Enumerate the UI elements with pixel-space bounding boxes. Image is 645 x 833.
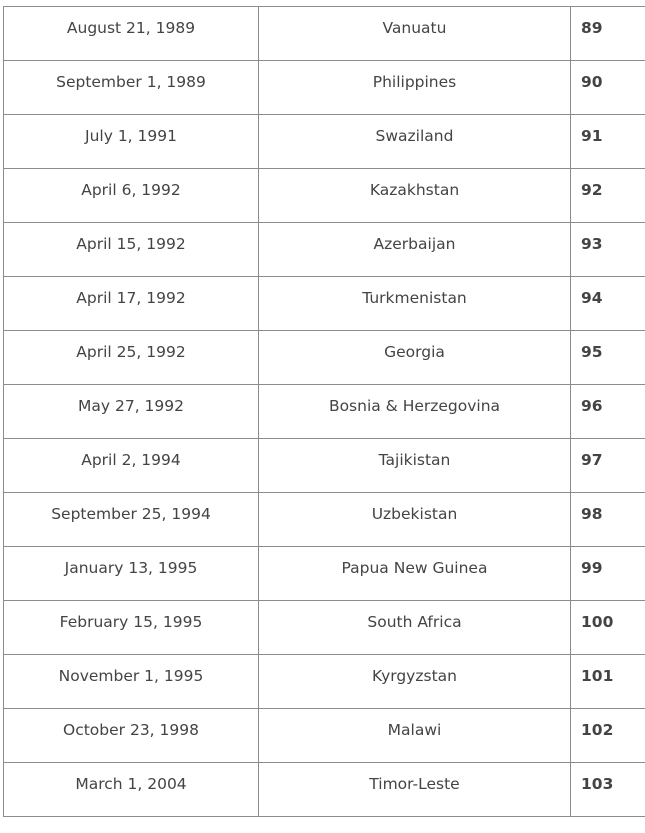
country-text: Tajikistan	[378, 451, 451, 469]
number-cell	[571, 61, 645, 115]
date-text: September 25, 1994	[51, 505, 211, 523]
number-text: 95	[581, 343, 603, 361]
number-cell	[571, 169, 645, 223]
country-cell	[259, 763, 571, 817]
country-text: Papua New Guinea	[341, 559, 488, 577]
country-text: South Africa	[367, 613, 462, 631]
table-row	[4, 763, 645, 817]
number-text: 97	[581, 451, 603, 469]
number-cell	[571, 547, 645, 601]
country-text: Kazakhstan	[369, 181, 460, 199]
country-cell	[259, 385, 571, 439]
country-text: Malawi	[387, 721, 442, 739]
date-cell	[4, 547, 259, 601]
country-cell	[259, 115, 571, 169]
date-text: April 15, 1992	[76, 235, 186, 253]
date-cell	[4, 7, 259, 61]
table-row	[4, 277, 645, 331]
table-row	[4, 601, 645, 655]
number-cell	[571, 115, 645, 169]
date-text: February 15, 1995	[59, 613, 203, 631]
number-cell	[571, 601, 645, 655]
date-text: August 21, 1989	[66, 19, 196, 37]
country-cell	[259, 655, 571, 709]
date-cell	[4, 709, 259, 763]
date-cell	[4, 763, 259, 817]
date-text: March 1, 2004	[75, 775, 187, 793]
table-row	[4, 655, 645, 709]
number-text: 100	[581, 613, 614, 631]
country-cell	[259, 7, 571, 61]
number-text: 98	[581, 505, 603, 523]
number-cell	[571, 385, 645, 439]
country-cell	[259, 547, 571, 601]
date-text: April 2, 1994	[81, 451, 181, 469]
country-text: Swaziland	[375, 127, 454, 145]
number-text: 90	[581, 73, 603, 91]
number-text: 96	[581, 397, 603, 415]
date-cell	[4, 385, 259, 439]
data-table	[3, 6, 645, 817]
number-text: 102	[581, 721, 614, 739]
number-text: 91	[581, 127, 603, 145]
number-text: 94	[581, 289, 603, 307]
country-cell	[259, 277, 571, 331]
number-cell	[571, 439, 645, 493]
country-text: Timor-Leste	[369, 775, 460, 793]
date-text: September 1, 1989	[56, 73, 206, 91]
number-cell	[571, 277, 645, 331]
date-text: April 6, 1992	[81, 181, 181, 199]
country-text: Turkmenistan	[362, 289, 467, 307]
number-cell	[571, 223, 645, 277]
date-text: April 17, 1992	[76, 289, 186, 307]
date-cell	[4, 601, 259, 655]
country-text: Georgia	[384, 343, 445, 361]
date-text: October 23, 1998	[63, 721, 199, 739]
date-text: April 25, 1992	[76, 343, 186, 361]
table-row	[4, 331, 645, 385]
table-row	[4, 61, 645, 115]
number-cell	[571, 331, 645, 385]
table-row	[4, 385, 645, 439]
date-cell	[4, 61, 259, 115]
date-text: May 27, 1992	[78, 397, 184, 415]
country-text: Vanuatu	[382, 19, 447, 37]
number-cell	[571, 709, 645, 763]
table-row	[4, 493, 645, 547]
country-cell	[259, 709, 571, 763]
table-body	[4, 7, 645, 817]
country-cell	[259, 169, 571, 223]
date-cell	[4, 439, 259, 493]
number-text: 103	[581, 775, 614, 793]
country-cell	[259, 493, 571, 547]
table-row	[4, 439, 645, 493]
date-text: July 1, 1991	[85, 127, 177, 145]
country-cell	[259, 439, 571, 493]
table-row	[4, 547, 645, 601]
table-row	[4, 709, 645, 763]
table-row	[4, 115, 645, 169]
date-cell	[4, 277, 259, 331]
date-cell	[4, 115, 259, 169]
number-text: 99	[581, 559, 603, 577]
table-row	[4, 169, 645, 223]
date-cell	[4, 493, 259, 547]
date-text: January 13, 1995	[64, 559, 198, 577]
number-cell	[571, 493, 645, 547]
country-cell	[259, 223, 571, 277]
country-cell	[259, 601, 571, 655]
date-cell	[4, 655, 259, 709]
country-cell	[259, 61, 571, 115]
country-text: Uzbekistan	[371, 505, 458, 523]
number-cell	[571, 655, 645, 709]
number-text: 101	[581, 667, 614, 685]
date-cell	[4, 169, 259, 223]
country-text: Azerbaijan	[373, 235, 456, 253]
number-text: 93	[581, 235, 603, 253]
table-row	[4, 223, 645, 277]
table-row	[4, 7, 645, 61]
date-cell	[4, 223, 259, 277]
country-text: Kyrgyzstan	[372, 667, 457, 685]
date-text: November 1, 1995	[58, 667, 204, 685]
number-text: 89	[581, 19, 603, 37]
country-text: Philippines	[372, 73, 457, 91]
date-cell	[4, 331, 259, 385]
country-text: Bosnia & Herzegovina	[328, 397, 501, 415]
country-cell	[259, 331, 571, 385]
number-cell	[571, 7, 645, 61]
number-cell	[571, 763, 645, 817]
number-text: 92	[581, 181, 603, 199]
